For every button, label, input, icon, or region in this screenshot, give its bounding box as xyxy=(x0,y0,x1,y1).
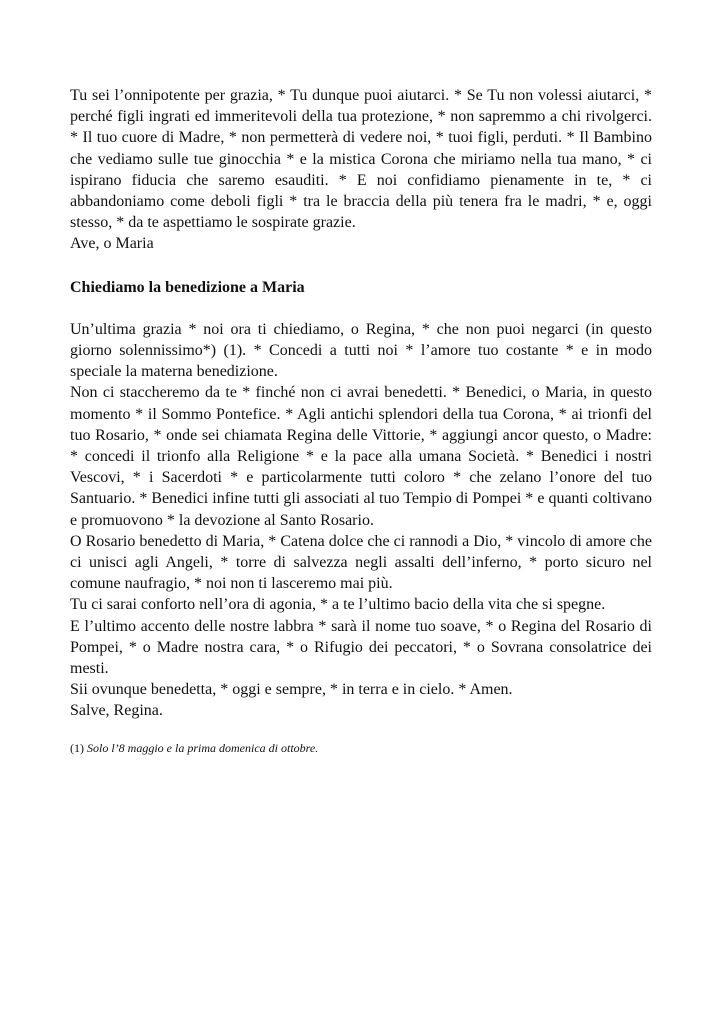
section-paragraph-2: Non ci staccheremo da te * finché non ci avrai benedetti. * Benedici, o Maria, in questo momento * il Sommo Pontefice. * Agli antichi splendori della tua Corona, * ai trionfi del tuo Rosario, * onde sei chiamata Regina delle Vittorie, * aggiungi ancor questo, o Madre: * concedi il trionfo alla Religione * e la pace alla umana Società. * Benedici i nostri Vescovi, * i Sacerdoti * e particolarmente tutti coloro * che zelano l’onore del tuo Santuario. * Benedici infine tutti gli associati al tuo Tempio di Pompei * e quanti coltivano e promuovono * la devozione al Santo Rosario. xyxy=(70,384,652,529)
section-paragraph-6: Sii ovunque benedetta, * oggi e sempre, * in terra e in cielo. * Amen. xyxy=(70,681,513,699)
footnote-marker: (1) xyxy=(70,740,84,755)
footnote xyxy=(70,740,652,756)
section-heading: Chiediamo la benedizione a Maria xyxy=(70,278,305,296)
prayer-paragraph: Tu sei l’onnipotente per grazia, * Tu dunque puoi aiutarci. * Se Tu non volessi aiutarci, * perché figli ingrati ed immeritevoli della tua protezione, * non sapremmo a chi rivolgerci. * Il tuo cuore di Madre, * non permetterà di vedere noi, * tuoi figli, perduti. * Il Bambino che vediamo sulle tue ginocchia * e la mistica Corona che miriamo nella tua mano, * ci ispirano fiducia che saremo esauditi. * E noi confidiamo pienamente in te, * ci abbandoniamo come deboli figli * tra le braccia della più tenera fra le madri, * e, oggi stesso, * da te aspettiamo le sospirate grazie. xyxy=(70,87,652,232)
section-paragraph-3: O Rosario benedetto di Maria, * Catena dolce che ci rannodi a Dio, * vincolo di amore che ci unisci agli Angeli, * torre di salvezza negli assalti dell’inferno, * porto sicuro nel comune naufragio, * noi non ti lasceremo mai più. xyxy=(70,532,652,593)
document-page xyxy=(70,85,652,756)
section-paragraph-1: Un’ultima grazia * noi ora ti chiediamo, o Regina, * che non puoi negarci (in questo giorno solennissimo*) (1). * Concedi a tutti noi * l’amore tuo costante * e in modo speciale la materna benedizione. xyxy=(70,320,652,381)
section-paragraph-5: E l’ultimo accento delle nostre labbra * sarà il nome tuo soave, * o Regina del Rosario di Pompei, * o Madre nostra cara, * o Rifugio dei peccatori, * o Sovrana consolatrice dei mesti. xyxy=(70,617,652,678)
salve-regina-line: Salve, Regina. xyxy=(70,702,163,720)
footnote-text: Solo l’8 maggio e la prima domenica di ottobre. xyxy=(87,740,319,755)
ave-maria-line: Ave, o Maria xyxy=(70,235,154,253)
section-paragraph-4: Tu ci sarai conforto nell’ora di agonia, * a te l’ultimo bacio della vita che si spegne. xyxy=(70,596,606,614)
